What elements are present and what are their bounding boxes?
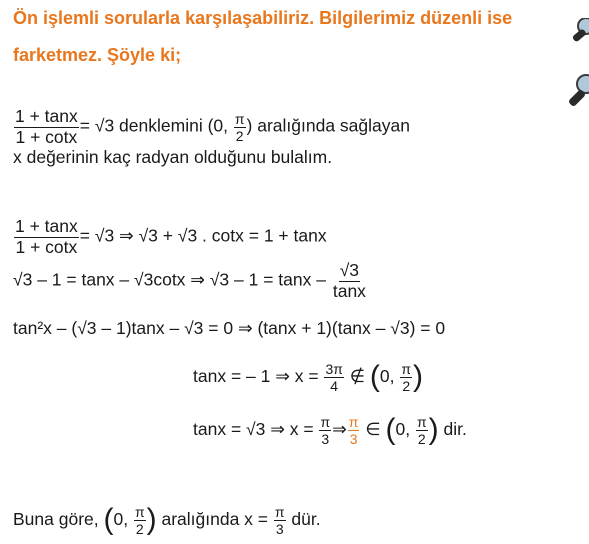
intro-line-1: Ön işlemli sorularla karşılaşabiliriz. Bilgilerimiz düzenli ise [13,8,513,28]
step-5: tanx = √3 ⇒ x = $\frac{\pi}{3}$ ⇒ $\frac{\pi}{3}$ ∈ (0, $\frac{\pi}{2}$ ) dir. [193,413,467,447]
pi-over-two: $\frac{\pi}{2}$ [234,110,245,144]
problem-line-1: $\frac{1 + \tan x}{1 + \cot x}$ = √3 denklemini (0, $\frac{\pi}{2}$ ) aralığında sağlayan [15,106,410,147]
step2-fraction: $\frac{√3}{\tan x}$ [332,260,366,301]
pi-over-two: $\frac{\pi}{2}$ [416,414,427,447]
pi-over-three: $\frac{\pi}{3}$ [320,414,331,447]
pi-over-three-highlight: $\frac{\pi}{3}$ [348,414,359,447]
step-1: $\frac{1 + \tan x}{1 + \cot x}$ = √3 ⇒ √3 + √3 . cotx = 1 + tanx [15,216,327,257]
problem-line-2: x değerinin kaç radyan olduğunu bulalım. [13,147,333,167]
problem-fraction: $\frac{1 + \tan x}{1 + \cot x}$ [15,106,78,147]
pi-over-two: $\frac{\pi}{2}$ [401,361,412,394]
pi-over-three: $\frac{\pi}{3}$ [274,504,285,537]
pi-over-two: $\frac{\pi}{2}$ [134,504,145,537]
step-4: tanx = – 1 ⇒ x = $\frac{3\pi}{4}$ ∉ (0, $\frac{\pi}{2}$ ) [193,360,424,394]
magnifier-icon [562,18,589,108]
three-pi-over-four: $\frac{3\pi}{4}$ [325,361,343,394]
step1-fraction: $\frac{1 + \tan x}{1 + \cot x}$ [15,216,78,257]
intro-line-2: farketmez. Şöyle ki; [13,45,182,65]
step-3: tan²x – (√3 – 1)tanx – √3 = 0 ⇒ (tanx + 1)(tanx – √3) = 0 [13,318,446,338]
conclusion: Buna göre, (0, $\frac{\pi}{2}$ ) aralığında x = $\frac{\pi}{3}$ dür. [13,503,321,537]
step-2: √3 – 1 = tanx – √3cotx ⇒ √3 – 1 = tanx – $\frac{√3}{\tan x}$ [13,260,366,301]
